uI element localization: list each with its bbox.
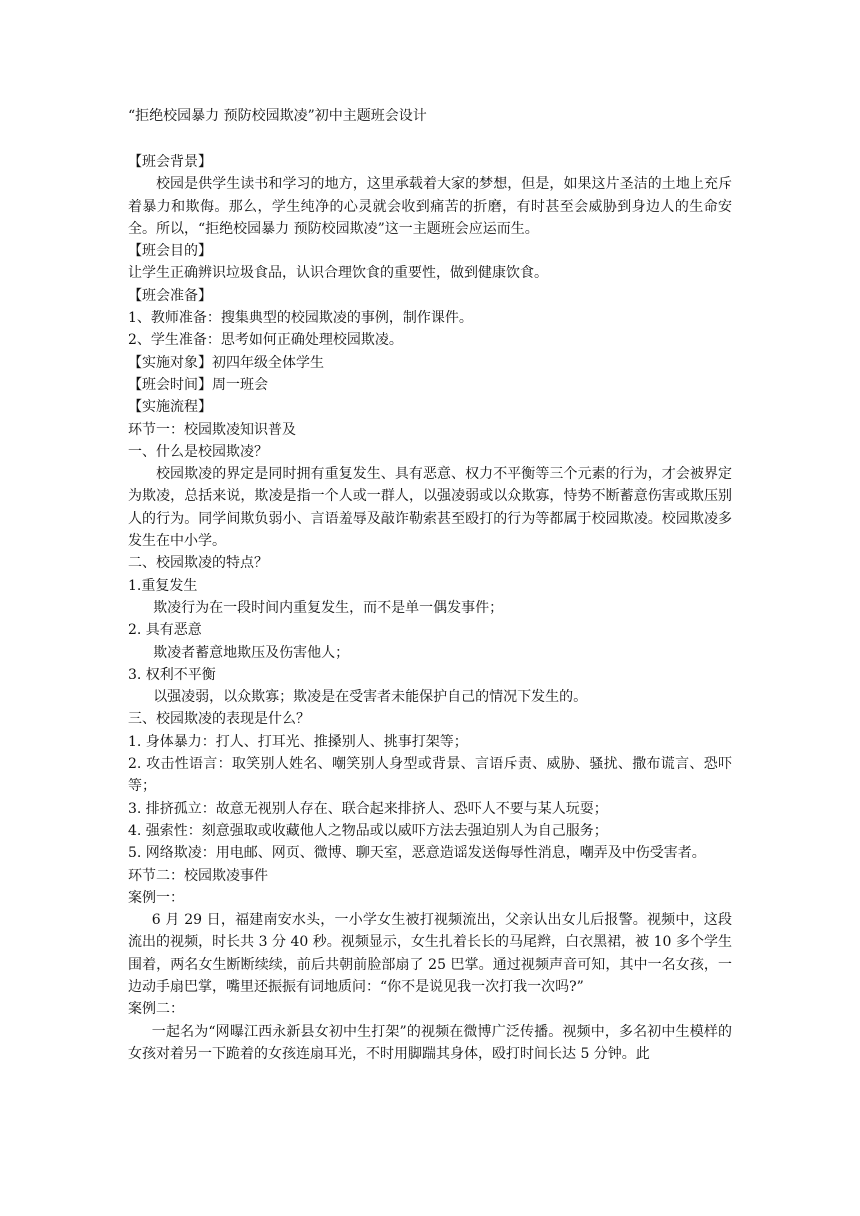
question-two: 二、校园欺凌的特点？ (128, 555, 268, 572)
target-audience: 【实施对象】初四年级全体学生 (128, 354, 324, 371)
document-body (128, 151, 732, 1065)
student-preparation: 2、学生准备：思考如何正确处理校园欺凌。 (128, 332, 403, 349)
feature-one-title: 1.重复发生 (128, 577, 198, 594)
feature-three-title: 3. 权利不平衡 (128, 666, 216, 683)
teacher-preparation: 1、教师准备：搜集典型的校园欺凌的事例，制作课件。 (128, 310, 473, 327)
section-two-title: 环节二：校园欺凌事件 (128, 867, 268, 884)
case-two-paragraph: 一起名为“网曝江西永新县女初中生打架”的视频在微博广泛传播。视频中，多名初中生模样的女孩对着另一下跪着的女孩连扇耳光，不时用脚踹其身体，殴打时间长达 5 分钟。此 (128, 1023, 732, 1062)
feature-two-desc: 欺凌者蓄意地欺压及伤害他人； (153, 644, 350, 661)
definition-paragraph: 校园欺凌的界定是同时拥有重复发生、具有恶意、权力不平衡等三个元素的行为，才会被界定为欺凌，总括来说，欺凌是指一个人或一群人，以强凌弱或以众欺寡，恃势不断蓄意伤害或欺压别人的行为。同学间欺负弱小、言语羞辱及敲诈勒索甚至殴打的行为等都属于校园欺凌。校园欺凌多发生在中小学。 (128, 466, 732, 550)
purpose-paragraph: 让学生正确辨识垃圾食品，认识合理饮食的重要性，做到健康饮食。 (128, 265, 548, 282)
question-one: 一、什么是校园欺凌？ (128, 443, 268, 460)
heading-background: 【班会背景】 (128, 154, 212, 170)
case-two-title: 案例二： (128, 1001, 184, 1018)
background-paragraph: 校园是供学生读书和学习的地方，这里承载着大家的梦想，但是，如果这片圣洁的土地上充斥着暴力和欺侮。那么，学生纯净的心灵就会收到痛苦的折磨，有时甚至会威胁到身边人的生命安全。所以，“拒绝校园暴力 预防校园欺凌”这一主题班会应运而生。 (128, 176, 732, 237)
question-three: 三、校园欺凌的表现是什么？ (128, 711, 310, 728)
feature-one-desc: 欺凌行为在一段时间内重复发生，而不是单一偶发事件； (153, 599, 504, 616)
heading-preparation: 【班会准备】 (128, 287, 212, 304)
feature-three-desc: 以强凌弱，以众欺寡；欺凌是在受害者未能保护自己的情况下发生的。 (153, 689, 588, 706)
manifestation-three: 3. 排挤孤立：故意无视别人存在、联合起来排挤人、恐吓人不要与某人玩耍； (128, 800, 608, 817)
heading-purpose: 【班会目的】 (128, 243, 212, 260)
feature-two-title: 2. 具有恶意 (128, 622, 202, 639)
heading-procedure: 【实施流程】 (128, 399, 212, 416)
case-one-paragraph: 6 月 29 日，福建南安水头，一小学女生被打视频流出，父亲认出女儿后报警。视频中，这段流出的视频，时长共 3 分 40 秒。视频显示，女生扎着长长的马尾辫，白衣黑裙，被 10 多个学生围着，两名女生断断续续，前后共朝前脸部扇了 25 巴掌。通过视频声音可知，其中一名女孩，一边动手扇巴掌，嘴里还振振有词地质问：“你不是说见我一次打我一次吗?” (128, 912, 732, 995)
meeting-time: 【班会时间】周一班会 (128, 376, 268, 393)
document-title: “拒绝校园暴力 预防校园欺凌”初中主题班会设计 (128, 108, 427, 124)
manifestation-five: 5. 网络欺凌：用电邮、网页、微博、聊天室，恶意造谣发送侮辱性消息，嘲弄及中伤受害者。 (128, 845, 706, 862)
manifestation-four: 4. 强索性：刻意强取或收藏他人之物品或以威吓方法去强迫别人为自己服务； (128, 822, 608, 839)
manifestation-two: 2. 攻击性语言：取笑别人姓名、嘲笑别人身型或背景、言语斥责、威胁、骚扰、撒布谎言、恐吓等； (128, 756, 732, 795)
case-one-title: 案例一： (128, 889, 184, 906)
manifestation-one: 1. 身体暴力：打人、打耳光、推搡别人、挑事打架等； (128, 733, 468, 750)
section-one-title: 环节一：校园欺凌知识普及 (128, 421, 296, 438)
